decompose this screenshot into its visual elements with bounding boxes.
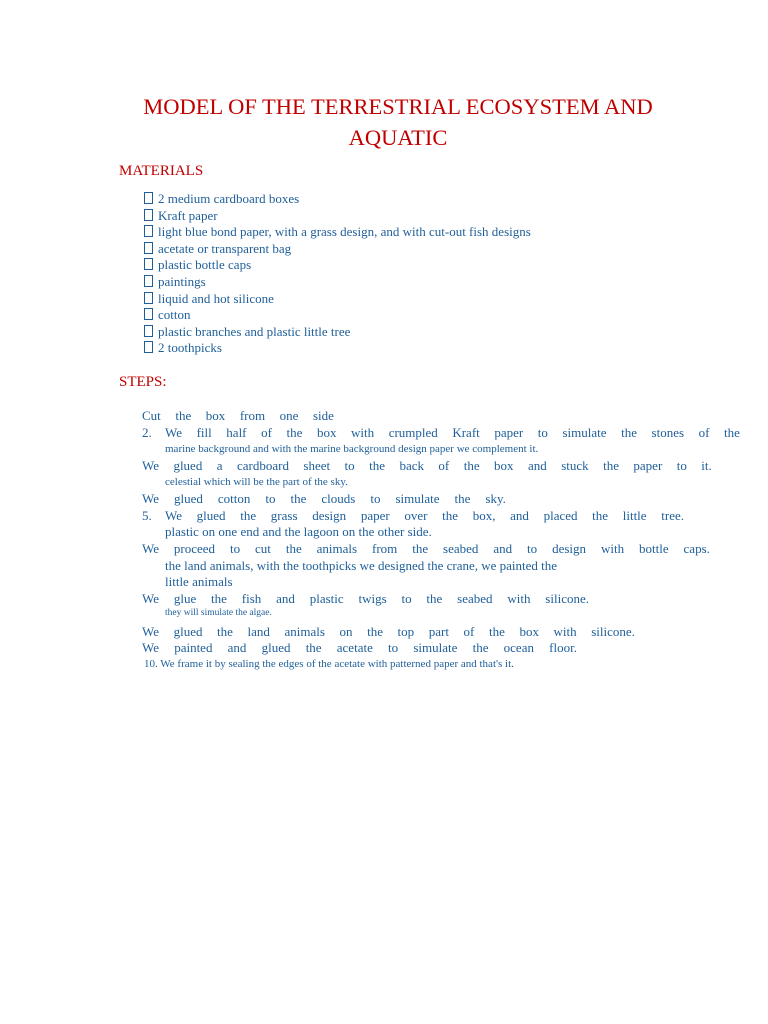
materials-heading: MATERIALS — [119, 163, 204, 179]
list-item — [144, 224, 531, 241]
word: to — [265, 491, 276, 506]
word: glue — [173, 591, 197, 606]
checkbox-glyph-icon — [144, 308, 153, 320]
word: animals — [284, 624, 325, 639]
word: proceed — [173, 541, 216, 556]
word: crumpled — [388, 425, 438, 440]
word: one — [279, 408, 299, 423]
step-3-continuation: celestial which will be the part of the sky. — [165, 476, 348, 488]
word: the — [286, 425, 303, 440]
word: tree. — [661, 508, 684, 523]
word: sky. — [485, 491, 506, 506]
word: seabed — [457, 591, 493, 606]
word: caps. — [683, 541, 710, 556]
checkbox-glyph-icon — [144, 292, 153, 304]
word: to — [676, 458, 687, 473]
word: the — [488, 624, 505, 639]
word: to — [401, 591, 412, 606]
word: over — [404, 508, 428, 523]
word: design — [312, 508, 347, 523]
step-4 — [142, 492, 506, 505]
word: We — [165, 425, 182, 440]
word: silicone. — [591, 624, 635, 639]
word: seabed — [443, 541, 479, 556]
word: Cut — [142, 408, 161, 423]
word: simulate — [562, 425, 607, 440]
document-title-line-1: MODEL OF THE TERRESTRIAL ECOSYSTEM AND — [143, 94, 653, 119]
word: glued — [196, 508, 226, 523]
word: to — [344, 458, 355, 473]
word: the — [603, 458, 619, 473]
word: simulate — [413, 640, 458, 655]
step-6-continuation-2: little animals — [165, 574, 233, 589]
word: the — [217, 624, 233, 639]
list-item — [144, 274, 531, 291]
word: cut — [255, 541, 271, 556]
step-7-continuation: they will simulate the algae. — [165, 608, 272, 618]
list-item — [144, 340, 531, 357]
word: to — [537, 425, 548, 440]
word: stuck — [561, 458, 589, 473]
list-item — [144, 291, 531, 308]
material-label: light blue bond paper, with a grass design, and with cut-out fish designs — [158, 224, 531, 240]
step-10: 10. We frame it by sealing the edges of the acetate with patterned paper and that's it. — [144, 658, 514, 670]
material-label: liquid and hot silicone — [158, 290, 274, 306]
word: of — [463, 624, 475, 639]
word: glued — [173, 458, 203, 473]
word: with — [600, 541, 625, 556]
word: the — [412, 541, 429, 556]
word: ocean — [503, 640, 534, 655]
word: of — [438, 458, 450, 473]
word: We — [142, 640, 159, 655]
word: glued — [261, 640, 291, 655]
word: grass — [270, 508, 298, 523]
step-8 — [142, 625, 635, 638]
word: box, — [472, 508, 496, 523]
word: to — [527, 541, 538, 556]
word: paper — [633, 458, 663, 473]
step-5-number: 5. — [142, 508, 152, 523]
word: paper — [494, 425, 524, 440]
word: land — [247, 624, 270, 639]
word: the — [285, 541, 302, 556]
word: design — [552, 541, 587, 556]
list-item — [144, 324, 531, 341]
step-3 — [142, 459, 712, 472]
word: We — [142, 624, 159, 639]
step-2-continuation: marine background and with the marine background design paper we complement it. — [165, 443, 539, 455]
word: top — [397, 624, 415, 639]
word: painted — [174, 640, 213, 655]
word: back — [399, 458, 424, 473]
step-9 — [142, 641, 577, 654]
list-item — [144, 191, 531, 208]
word: the — [724, 425, 740, 440]
word: of — [261, 425, 272, 440]
word: cotton — [217, 491, 251, 506]
word: and — [227, 640, 247, 655]
checkbox-glyph-icon — [144, 209, 153, 221]
checkbox-glyph-icon — [144, 275, 153, 287]
word: clouds — [321, 491, 356, 506]
word: We — [142, 491, 159, 506]
word: the — [175, 408, 192, 423]
word: the — [305, 640, 322, 655]
word: glued — [173, 624, 203, 639]
material-label: 2 medium cardboard boxes — [158, 191, 300, 206]
word: box — [316, 425, 337, 440]
word: the — [463, 458, 480, 473]
step-2-number: 2. — [142, 425, 152, 440]
word: with — [351, 425, 375, 440]
word: simulate — [395, 491, 440, 506]
step-7 — [142, 592, 589, 605]
steps-heading: STEPS: — [119, 374, 167, 390]
checkbox-glyph-icon — [144, 242, 153, 254]
checkbox-glyph-icon — [144, 341, 153, 353]
word: plastic — [309, 591, 344, 606]
word: and — [510, 508, 529, 523]
word: box — [494, 458, 514, 473]
word: the — [592, 508, 609, 523]
word: a — [216, 458, 223, 473]
list-item — [144, 257, 531, 274]
document-title-line-2: AQUATIC — [348, 125, 448, 150]
word: placed — [543, 508, 578, 523]
word: with — [507, 591, 531, 606]
step-5-continuation: plastic on one end and the lagoon on the other side. — [165, 524, 432, 539]
word: box — [519, 624, 539, 639]
word: We — [165, 508, 182, 523]
word: box — [205, 408, 226, 423]
word: fish — [241, 591, 262, 606]
word: it. — [701, 458, 712, 473]
word: fill — [196, 425, 212, 440]
list-item — [144, 241, 531, 258]
word: the — [472, 640, 489, 655]
word: to — [388, 640, 399, 655]
word: paper — [360, 508, 390, 523]
word: part — [428, 624, 449, 639]
word: the — [290, 491, 307, 506]
list-item — [144, 307, 531, 324]
list-item — [144, 208, 531, 225]
word: side — [312, 408, 334, 423]
word: the — [369, 458, 385, 473]
material-label: plastic branches and plastic little tree — [158, 323, 351, 339]
material-label: acetate or transparent bag — [158, 240, 292, 256]
material-label: 2 toothpicks — [158, 340, 222, 356]
checkbox-glyph-icon — [144, 258, 153, 270]
step-5 — [165, 509, 684, 522]
word: animals — [316, 541, 358, 556]
word: silicone. — [545, 591, 589, 606]
word: the — [454, 491, 471, 506]
word: the — [367, 624, 383, 639]
materials-list — [144, 191, 531, 357]
word: from — [239, 408, 266, 423]
word: the — [621, 425, 637, 440]
word: We — [142, 541, 159, 556]
word: to — [229, 541, 241, 556]
checkbox-glyph-icon — [144, 192, 153, 204]
word: We — [142, 458, 159, 473]
material-label: Kraft paper — [158, 207, 218, 223]
word: the — [442, 508, 459, 523]
material-label: paintings — [158, 273, 206, 289]
word: stones — [651, 425, 685, 440]
word: sheet — [303, 458, 331, 473]
word: from — [372, 541, 398, 556]
material-label: plastic bottle caps — [158, 257, 252, 273]
word: to — [370, 491, 381, 506]
word: and — [493, 541, 513, 556]
word: acetate — [336, 640, 373, 655]
word: the — [211, 591, 227, 606]
word: on — [339, 624, 353, 639]
step-2 — [165, 426, 740, 439]
word: little — [622, 508, 647, 523]
checkbox-glyph-icon — [144, 325, 153, 337]
word: of — [698, 425, 710, 440]
step-6-continuation-1: the land animals, with the toothpicks we designed the crane, we painted the — [165, 558, 558, 573]
material-label: cotton — [158, 307, 191, 323]
word: half — [226, 425, 247, 440]
word: glued — [174, 491, 203, 506]
checkbox-glyph-icon — [144, 225, 153, 237]
word: bottle — [639, 541, 669, 556]
word: the — [240, 508, 257, 523]
step-1 — [142, 409, 334, 422]
word: and — [527, 458, 547, 473]
word: with — [553, 624, 577, 639]
word: We — [142, 591, 159, 606]
word: the — [426, 591, 443, 606]
word: Kraft — [452, 425, 480, 440]
word: cardboard — [236, 458, 289, 473]
word: twigs — [358, 591, 387, 606]
word: and — [276, 591, 295, 606]
word: floor. — [549, 640, 577, 655]
step-6 — [142, 542, 710, 555]
